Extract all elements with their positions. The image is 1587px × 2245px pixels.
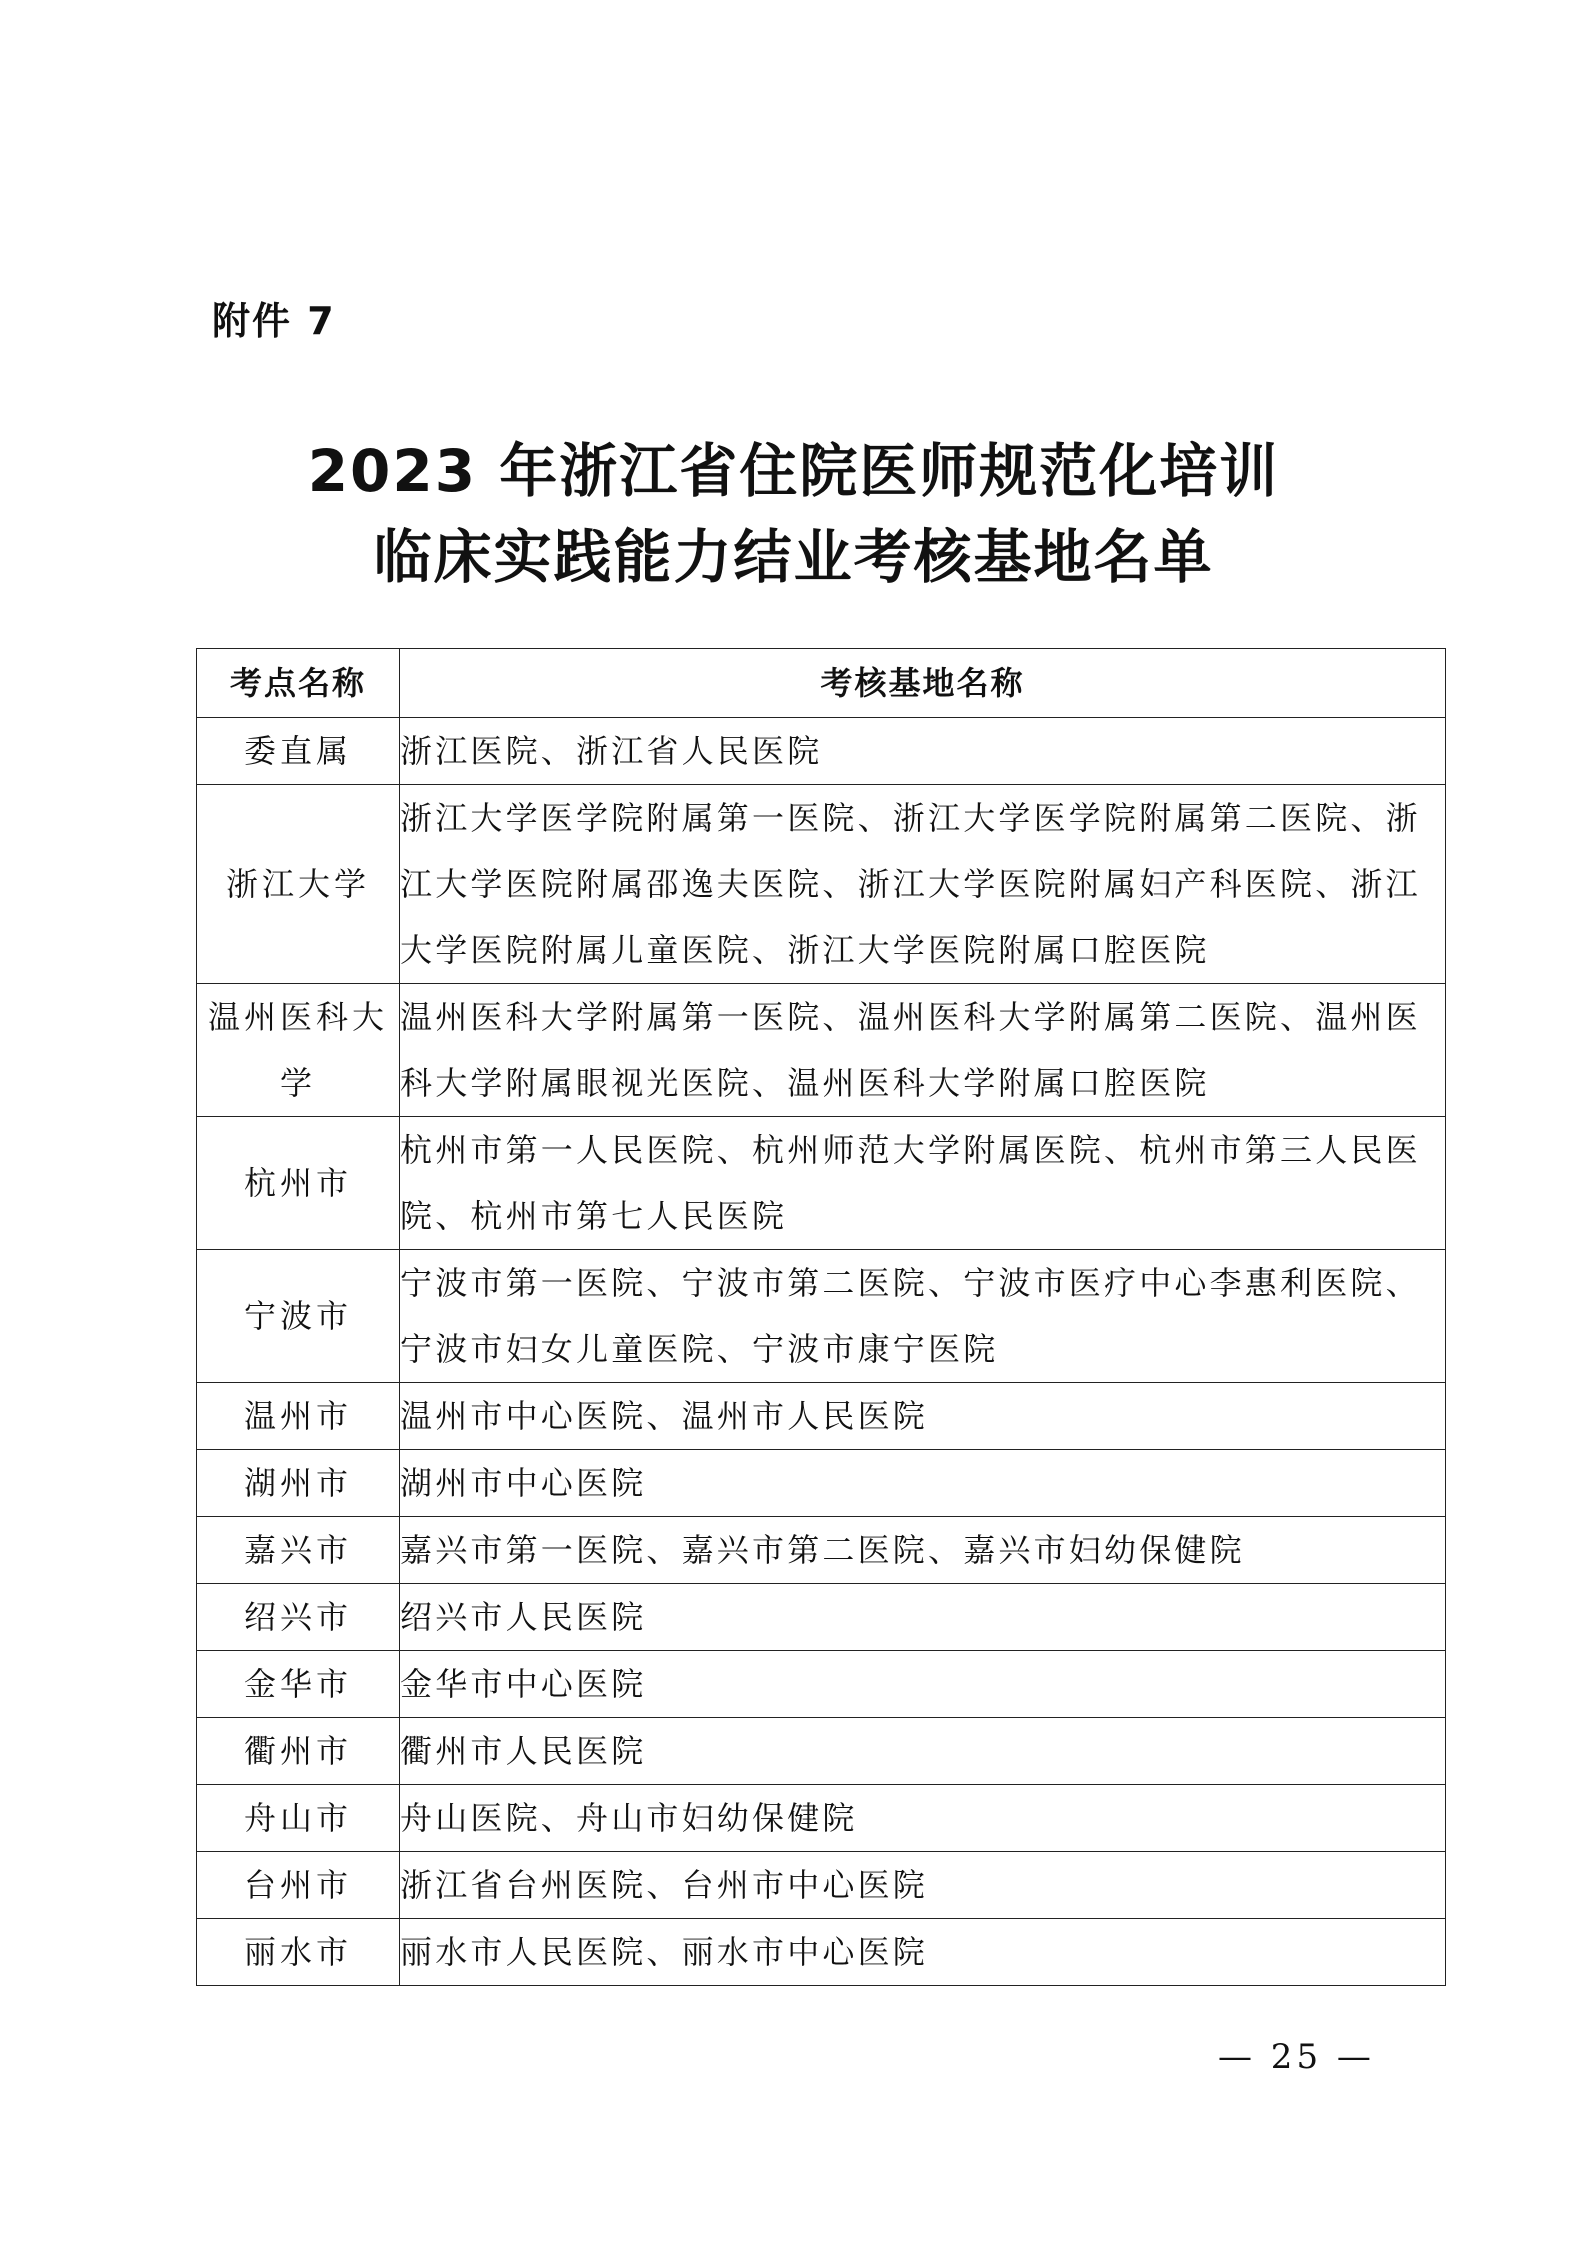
exam-base-cell: 浙江医院、浙江省人民医院 [400,718,1446,785]
exam-site-cell: 台州市 [197,1852,400,1919]
table-row [197,1117,1446,1250]
exam-site-cell: 杭州市 [197,1117,400,1250]
table-row [197,1852,1446,1919]
exam-base-cell: 浙江大学医学院附属第一医院、浙江大学医学院附属第二医院、浙江大学医院附属邵逸夫医院、浙江大学医院附属妇产科医院、浙江大学医院附属儿童医院、浙江大学医院附属口腔医院 [400,785,1446,984]
table-row [197,1718,1446,1785]
exam-site-cell: 委直属 [197,718,400,785]
exam-base-cell: 金华市中心医院 [400,1651,1446,1718]
attachment-label: 附件 7 [212,299,336,343]
table-row [197,1250,1446,1383]
document-title-line-2: 临床实践能力结业考核基地名单 [373,523,1214,591]
exam-site-cell: 丽水市 [197,1919,400,1986]
table-row [197,718,1446,785]
table-row [197,984,1446,1117]
table-row [197,1584,1446,1651]
page-number: — 25 — [1218,2037,1375,2077]
header-exam-site: 考点名称 [197,649,400,718]
table-row [197,1450,1446,1517]
exam-site-cell: 金华市 [197,1651,400,1718]
exam-site-cell: 嘉兴市 [197,1517,400,1584]
table-row [197,1919,1446,1986]
exam-base-table [196,648,1446,1986]
exam-base-cell: 嘉兴市第一医院、嘉兴市第二医院、嘉兴市妇幼保健院 [400,1517,1446,1584]
exam-base-cell: 湖州市中心医院 [400,1450,1446,1517]
exam-base-cell: 丽水市人民医院、丽水市中心医院 [400,1919,1446,1986]
exam-base-cell: 温州市中心医院、温州市人民医院 [400,1383,1446,1450]
exam-base-cell: 温州医科大学附属第一医院、温州医科大学附属第二医院、温州医科大学附属眼视光医院、温州医科大学附属口腔医院 [400,984,1446,1117]
exam-base-cell: 衢州市人民医院 [400,1718,1446,1785]
exam-site-cell: 绍兴市 [197,1584,400,1651]
table-row [197,1651,1446,1718]
exam-site-cell: 舟山市 [197,1785,400,1852]
table-row [197,785,1446,984]
exam-base-cell: 浙江省台州医院、台州市中心医院 [400,1852,1446,1919]
exam-site-cell: 温州医科大学 [197,984,400,1117]
table-row [197,1383,1446,1450]
exam-site-cell: 温州市 [197,1383,400,1450]
exam-site-cell: 湖州市 [197,1450,400,1517]
table-row [197,1517,1446,1584]
exam-base-cell: 绍兴市人民医院 [400,1584,1446,1651]
table-row [197,1785,1446,1852]
exam-base-cell: 舟山医院、舟山市妇幼保健院 [400,1785,1446,1852]
exam-base-cell: 宁波市第一医院、宁波市第二医院、宁波市医疗中心李惠利医院、宁波市妇女儿童医院、宁波市康宁医院 [400,1250,1446,1383]
exam-base-cell: 杭州市第一人民医院、杭州师范大学附属医院、杭州市第三人民医院、杭州市第七人民医院 [400,1117,1446,1250]
header-exam-base: 考核基地名称 [400,649,1446,718]
exam-site-cell: 宁波市 [197,1250,400,1383]
exam-site-cell: 衢州市 [197,1718,400,1785]
exam-site-cell: 浙江大学 [197,785,400,984]
table-header-row [197,649,1446,718]
document-title-line-1: 2023 年浙江省住院医师规范化培训 [307,437,1280,505]
